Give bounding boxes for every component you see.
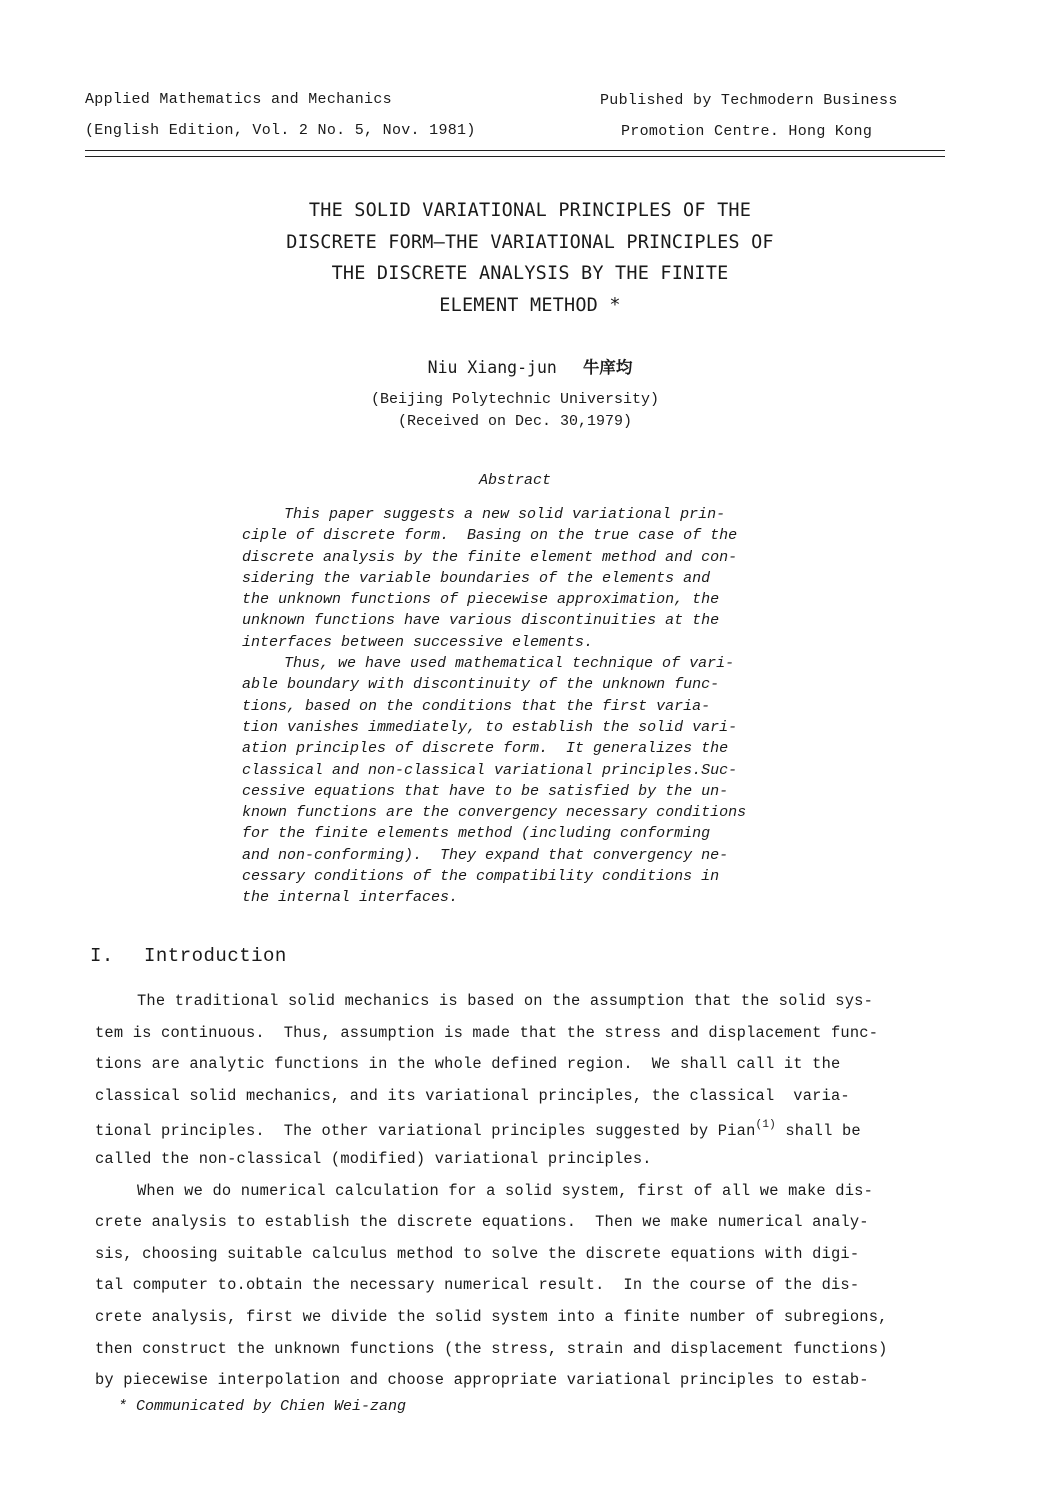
footnote: * Communicated by Chien Wei-zang — [118, 1398, 407, 1415]
abstract-line: the unknown functions of piecewise approximation, the — [242, 591, 720, 609]
abstract-line: sidering the variable boundaries of the elements and — [242, 569, 711, 587]
journal-info — [85, 84, 476, 146]
abstract-line: tions, based on the conditions that the first varia- — [242, 697, 711, 715]
body-line: sis, choosing suitable calculus method to solve the discrete equations with digi- — [95, 1244, 860, 1263]
body-line: tem is continuous. Thus, assumption is made that the stress and displacement func- — [95, 1023, 879, 1042]
abstract-line: for the finite elements method (including conforming — [242, 825, 711, 843]
body-line: by piecewise interpolation and choose appropriate variational principles to estab- — [95, 1371, 869, 1390]
body-text — [95, 986, 975, 1397]
author-name: Niu Xiang-jun — [427, 358, 557, 377]
body-line: tal computer to.obtain the necessary numerical result. In the course of the dis- — [95, 1276, 860, 1295]
publisher-info — [600, 85, 898, 147]
author-name-chinese: 牛庠均 — [582, 358, 633, 377]
publisher-line-1: Published by Techmodern Business — [600, 92, 898, 109]
abstract-line: interfaces between successive elements. — [242, 633, 594, 651]
abstract-heading: Abstract — [478, 472, 551, 489]
journal-name: Applied Mathematics and Mechanics — [85, 91, 392, 108]
header-rule-thick — [85, 150, 945, 151]
body-line: classical solid mechanics, and its variational principles, the classical varia- — [95, 1086, 850, 1105]
publisher-line-2: Promotion Centre. Hong Kong — [621, 123, 873, 140]
abstract-line: classical and non-classical variational principles.Suc- — [242, 761, 738, 779]
title-line: DISCRETE FORM—THE VARIATIONAL PRINCIPLES OF — [286, 231, 774, 253]
journal-edition: (English Edition, Vol. 2 No. 5, Nov. 1981) — [85, 122, 476, 139]
author-line — [330, 354, 730, 378]
section-number: I. — [90, 945, 114, 967]
title-line: THE SOLID VARIATIONAL PRINCIPLES OF THE — [308, 200, 752, 221]
body-line — [95, 1112, 975, 1144]
body-line: then construct the unknown functions (the stress, strain and displacement functions) — [95, 1339, 888, 1358]
title-line: ELEMENT METHOD * — [439, 294, 621, 316]
body-line: crete analysis, first we divide the solid system into a finite number of subregions, — [95, 1307, 888, 1326]
abstract-line: ciple of discrete form. Basing on the true case of the — [242, 527, 738, 545]
affiliation: (Beijing Polytechnic University) — [370, 391, 660, 408]
title-line: THE DISCRETE ANALYSIS BY THE FINITE — [331, 263, 729, 284]
body-line: When we do numerical calculation for a solid system, first of all we make dis- — [137, 1181, 873, 1200]
body-line: tions are analytic functions in the whole defined region. We shall call it the — [95, 1055, 841, 1074]
citation-reference: (1) — [755, 1119, 776, 1132]
abstract-line: discrete analysis by the finite element method and con- — [242, 548, 738, 566]
abstract-line: able boundary with discontinuity of the unknown func- — [242, 676, 720, 694]
body-line: called the non-classical (modified) variational principles. — [95, 1149, 652, 1168]
abstract-line: tion vanishes immediately, to establish the solid vari- — [242, 718, 738, 736]
abstract-body — [242, 504, 827, 909]
body-line-text: tional principles. The other variational principles suggested by Pian — [95, 1122, 756, 1141]
body-line: The traditional solid mechanics is based on the assumption that the solid sys- — [137, 992, 873, 1010]
section-heading — [90, 945, 287, 967]
header-rule-thin — [85, 156, 945, 157]
received-date: (Received on Dec. 30,1979) — [397, 413, 633, 430]
abstract-line: the internal interfaces. — [242, 889, 459, 907]
abstract-line: This paper suggests a new solid variational prin- — [284, 506, 726, 523]
abstract-line: unknown functions have various discontinuities at the — [242, 612, 720, 630]
abstract-line: cessary conditions of the compatibility conditions in — [242, 868, 720, 886]
affiliation-block — [300, 389, 730, 433]
section-title: Introduction — [144, 945, 287, 967]
body-line-text: shall be — [775, 1122, 861, 1141]
paper-title — [130, 195, 930, 321]
abstract-line: and non-conforming). They expand that convergency ne- — [242, 846, 729, 864]
abstract-line: ation principles of discrete form. It generalizes the — [242, 740, 729, 758]
abstract-line: known functions are the convergency necessary conditions — [242, 804, 747, 822]
abstract-line: cessive equations that have to be satisfied by the un- — [242, 782, 729, 800]
body-line: crete analysis to establish the discrete equations. Then we make numerical analy- — [95, 1213, 869, 1232]
abstract-line: Thus, we have used mathematical technique of vari- — [284, 655, 735, 673]
